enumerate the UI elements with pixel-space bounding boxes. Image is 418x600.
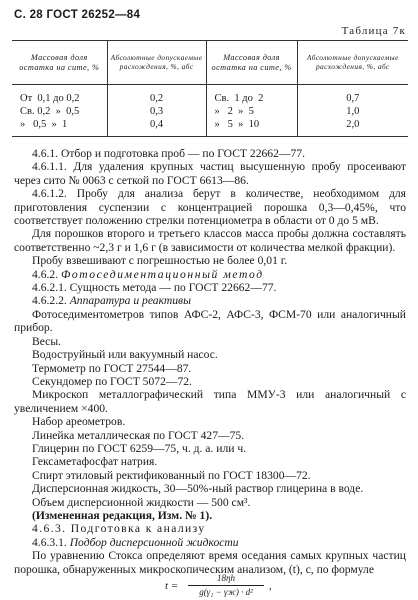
section-title: Аппаратура и реактивы [69,294,191,308]
paragraph: Спирт этиловый ректификованный по ГОСТ 18300—72. [32,468,311,482]
paragraph: Пробу взвешивают с погрешностью не более 0,01 г. [32,254,288,268]
paragraph [14,294,406,307]
column-header: Массовая доля остатка на сите, % [206,41,297,85]
table-row [12,106,408,119]
paragraph: Дисперсионная жидкость, 30—50%-ный раствор глицерина в воде. [32,482,364,496]
paragraph: По уравнению Стокса определяют время оседания самых крупных частиц порошка, обнаруженных микроскопическим анализом, (t), с, по формуле [14,549,406,576]
section-number: 4.6.3.1. [32,535,70,549]
paragraph [14,536,406,549]
section-title: Подбор дисперсионной жидкости [69,535,239,549]
section-title: Фотоседиментационный метод [60,267,264,281]
paragraph: Фотоседиментометров типов АФС-2, АФС-3, ФСМ-70 или аналогичный прибор. [14,307,406,335]
paragraph [14,268,406,281]
body-text [14,147,406,576]
formula-denominator: g(γ₁ − γж) · d² [199,587,253,597]
table-cell: 0,2 [107,85,206,107]
column-header: Абсолютные допускаемые расхождения, %, абс [297,41,408,85]
table-cell: От 0,1 до 0,2 [20,93,80,105]
paragraph: Секундомер по ГОСТ 5072—72. [32,374,192,388]
paragraph: Водоструйный или вакуумный насос. [32,348,218,362]
section-number: 4.6.2. [32,267,61,281]
paragraph: 4.6.1.2. Пробу для анализа берут в количестве, необходимом для приготовления суспензии с концентрацией порошка 0,3—0,45%, что соответствует положению стрелки потенциометра в области от 0 до 5 мВ. [14,187,406,228]
table-cell: Св. 1 до 2 [206,85,297,107]
table-cell: Св. 0,2 » 0,5 [20,106,80,118]
page-header: С. 28 ГОСТ 26252—84 [14,9,141,21]
column-header: Массовая доля остатка на сите, % [12,41,107,85]
table-cell: » 0,5 » 1 [12,119,107,137]
table-caption: Таблица 7к [341,25,406,37]
paragraph: 4.6.2.1. Сущность метода — по ГОСТ 22662—77. [32,281,277,295]
stokes-formula [165,573,305,599]
paragraph: Термометр по ГОСТ 27544—87. [32,361,192,375]
paragraph: Для порошков второго и третьего классов масса пробы должна составлять соответственно ~2,3 г и 1,6 г (в зависимости от количества мелкой фракции). [14,227,406,254]
paragraph: Линейка металлическая по ГОСТ 427—75. [32,428,245,442]
table-cell: 2,0 [297,119,408,137]
paragraph: Объем дисперсионной жидкости — 500 см³. [32,495,251,509]
formula-numerator: 18ηh [217,573,235,583]
paragraph: Набор ареометров. [32,415,126,429]
section-number: 4.6.2.2. [32,294,70,308]
table-cell: 1,0 [297,106,408,119]
column-header: Абсолютные допускаемые расхождения, %, абс [107,41,206,85]
table-header-row [12,41,408,85]
table-row [12,119,408,137]
formula-tail: , [269,580,272,592]
paragraph: 4.6.1.1. Для удаления крупных частиц высушенную пробу просеивают через сито № 0063 с сеткой по ГОСТ 6613—86. [14,160,406,187]
table-cell: » 2 » 5 [206,106,297,119]
fraction-bar [188,585,264,586]
table-cell: » 5 » 10 [206,119,297,137]
table-cell: 0,3 [107,106,206,119]
paragraph: Весы. [32,334,62,348]
paragraph: (Измененная редакция, Изм. № 1). [32,508,213,522]
table-row [12,85,408,107]
paragraph: 4.6.1. Отбор и подготовка проб — по ГОСТ 22662—77. [32,147,305,160]
table-cell: 0,7 [297,85,408,107]
paragraph: 4.6.3. Подготовка к анализу [32,522,206,536]
table-cell: 0,4 [107,119,206,137]
paragraph: Глицерин по ГОСТ 6259—75, ч. д. а. или ч. [32,441,247,455]
formula-lhs: t = [165,580,179,592]
tolerance-table [12,40,408,137]
paragraph: Микроскоп металлографический типа ММУ-3 или аналогичный с увеличением ×400. [14,388,406,415]
paragraph: Гексаметафосфат натрия. [32,455,158,469]
